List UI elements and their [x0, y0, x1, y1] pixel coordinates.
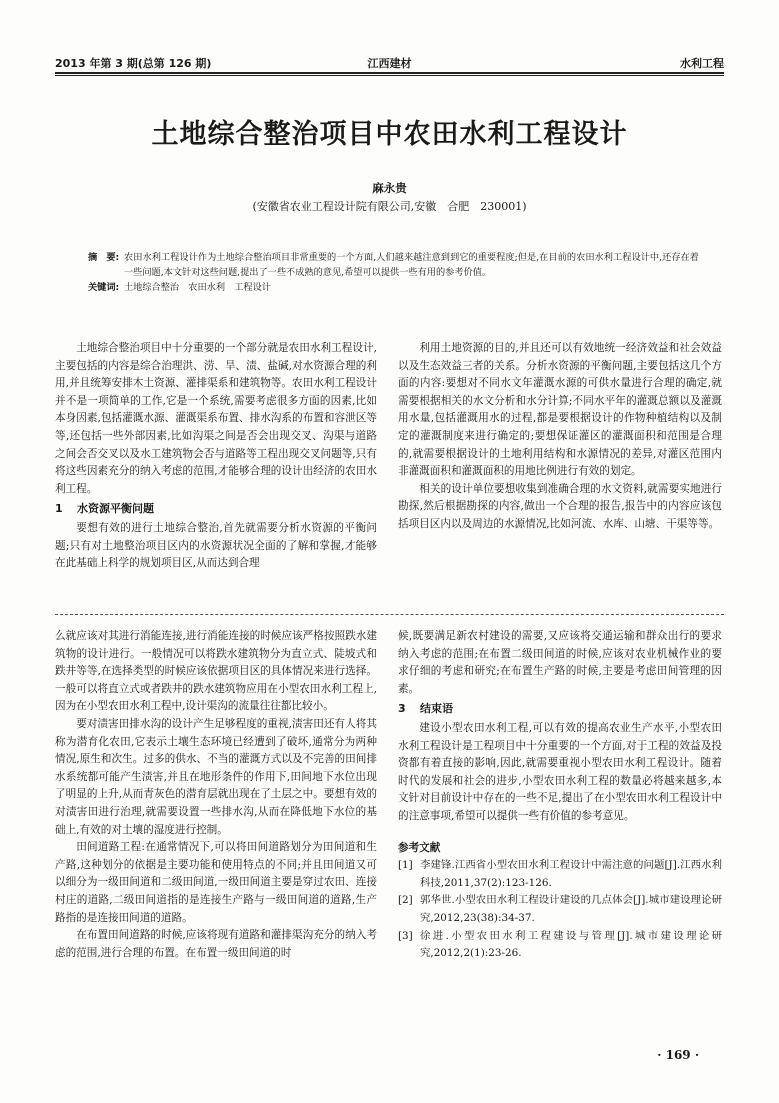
paragraph: 田间道路工程:在通常情况下,可以将田间道路划分为田间道和生产路,这种划分的依据是主要功能和使用特点的不同;并且田间道又可以细分为一级田间道和二级田间道,一级田间道主要是穿过农田、连接村庄的道路,二级田间道指的是连接生产路与一级田间道的道路,生产路指的是连接田间道的道路。: [55, 841, 377, 924]
reference-text: 徐进.小型农田水利工程建设与管理[J].城市建设理论研究,2012,2(1):23-26.: [420, 929, 722, 960]
reference-text: 李建锋.江西省小型农田水利工程设计中需注意的问题[J].江西水利科技,2011,37(2):123-126.: [420, 859, 722, 889]
paragraph: 在布置田间道路的时候,应该将现有道路和灌排渠沟充分的纳入考虑的范围,进行合理的布置。在布置一级田间道的时: [55, 929, 377, 959]
paragraph: 土地综合整治项目中十分重要的一个部分就是农田水利工程设计,主要包括的内容是综合治理洪、涝、旱、渍、盐碱,对水资源合理的利用,并且统筹安排木土资源、灌排渠系和建筑物等。农田水利工程设计并不是一项简单的工作,它是一个系统,需要考虑很多方面的因素,比如本身因素,包括灌溉水源、灌溉渠系布置、排水沟系的布置和容泄区等等,还包括一些外部因素,比如沟渠之间是否会出现交叉、沟渠与道路之间会否交叉以及水工建筑物会否与道路等工程出现交叉问题等,只有将这些因素充分的纳入考虑的范围,才能够合理的设计出经济的农田水利工程。: [55, 342, 377, 495]
paper-title: 土地综合整治项目中农田水利工程设计: [151, 119, 628, 150]
reference-number: [1]: [398, 859, 413, 872]
paragraph: 建设小型农田水利工程,可以有效的提高农业生产水平,小型农田水利工程设计是工程项目中十分重要的一个方面,对于工程的效益及投资都有着直接的影响,因此,就需要重视小型农田水利工程设计。随着时代的发展和社会的进步,小型农田水利工程的数量必将越来越多,本文针对目前设计中存在的一些不足,提出了在小型农田水利工程设计中的注意事项,希望可以提供一些有价值的参考意见。: [398, 721, 722, 822]
keywords-row: [88, 280, 699, 295]
keywords-label: 关键词:: [88, 282, 120, 293]
keywords-text: 土地综合整治 农田水利 工程设计: [124, 282, 271, 293]
abstract-text: 农田水利工程设计作为土地综合整治项目非常重要的一个方面,人们越来越注意到到它的重要程度;但是,在目前的农田水利工程设计中,还存在着一些问题,本文针对这些问题,提出了一些不成熟的意见,希望可以提供一些有用的参考价值。: [124, 252, 699, 278]
page-number: · 169 ·: [657, 1048, 699, 1062]
paragraph: 要对渍害田排水沟的设计产生足够程度的重视,渍害田还有人将其称为潜育化农田,它表示土壤生态环境已经遭到了破坏,通常分为两种情况,原生和次生。过多的供水、不当的灌溉方式以及不完善的田间排水系统都可能产生渍害,并且在地形条件的作用下,田间地下水位出现了明显的上升,从而青灰色的潜育层就出现在了土层之中。要想有效的对渍害田进行治理,就需要设置一些排水沟,从而在降低地下水位的基础上,有效的对土壤的湿度进行控制。: [55, 717, 377, 836]
paragraph: 相关的设计单位要想收集到准确合理的水文资料,就需要实地进行勘探,然后根据勘探的内容,做出一个合理的报告,报告中的内容应该包括项目区内以及周边的水源情况,比如河流、水库、山塘、干渠等等。: [398, 482, 722, 530]
page-divider: [55, 614, 724, 615]
paragraph: 候,既要满足新农村建设的需要,又应该将交通运输和群众出行的要求纳入考虑的范围;在布置二级田间道的时候,应该对农业机械作业的要求仔细的考虑和研究;在布置生产路的时候,主要是考虑田间管理的因素。: [398, 630, 722, 695]
column-top-left: [55, 340, 377, 602]
reference-item: [398, 892, 722, 927]
author-affiliation: (安徽省农业工程设计院有限公司,安徽 合肥 230001): [252, 200, 527, 213]
header-rule-thin: [55, 75, 724, 76]
reference-item: [398, 857, 722, 892]
paragraph: 要想有效的进行土地综合整治,首先就需要分析水资源的平衡问题;只有对土地整治项目区内的水资源状况全面的了解和掌握,才能够在此基础上科学的规划项目区,从而达到合理: [55, 521, 377, 570]
section-heading-1: [55, 500, 377, 518]
header-rule: [55, 72, 724, 74]
section-number: 3: [398, 702, 406, 716]
abstract-label: 摘 要:: [88, 252, 120, 263]
reference-item: [398, 928, 722, 963]
abstract-row: [88, 250, 699, 280]
references-heading: 参考文献: [398, 841, 441, 854]
abstract-block: [88, 250, 699, 295]
column-bottom-left: [55, 628, 377, 1053]
paragraph: 利用土地资源的目的,并且还可以有效地统一经济效益和社会效益以及生态效益三者的关系。分析水资源的平衡问题,主要包括这几个方面的内容:要想对不同水文年灌溉水源的可供水量进行合理的确定,就需要根据相关的水文分析和水分计算;不同水平年的灌溉总额以及灌溉用水量,包括灌溉用水的过程,都是要根据设计的作物种植结构以及制定的灌溉制度来进行确定的;要想保证灌区的灌溉面积和范围是合理的,就需要根据设计的土地利用结构和水源情况的差异,对灌区范围内非灌溉面积和灌溉面积的用地比例进行有效的划定。: [398, 342, 722, 478]
journal-name: 江西建材: [367, 57, 412, 70]
issue-info: 2013 年第 3 期(总第 126 期): [55, 57, 212, 70]
reference-text: 郭华世.小型农田水利工程设计建设的几点体会[J].城市建设理论研究,2012,23(38):34-37.: [420, 894, 722, 924]
author-name: 麻永贵: [372, 181, 407, 195]
column-bottom-right: [398, 628, 722, 1053]
section-name: 水利工程: [680, 57, 724, 70]
section-title: 水资源平衡问题: [77, 502, 154, 516]
section-number: 1: [55, 502, 63, 516]
reference-number: [3]: [398, 929, 413, 942]
section-heading-3: [398, 700, 722, 718]
running-header: [55, 55, 724, 71]
section-title: 结束语: [420, 702, 453, 716]
paragraph: 么就应该对其进行消能连接,进行消能连接的时候应该严格按照跌水建筑物的设计进行。一般情况可以将跌水建筑物分为直立式、陡坡式和跌井等等,在选择类型的时候应该依据项目区的具体情况来进行选择。一般可以将直立式或者跌井的跌水建筑物应用在小型农田水利工程上,因为在小型农田水利工程中,设计渠沟的流量往往都比较小。: [55, 630, 377, 713]
reference-number: [2]: [398, 894, 413, 907]
column-top-right: [398, 340, 722, 602]
